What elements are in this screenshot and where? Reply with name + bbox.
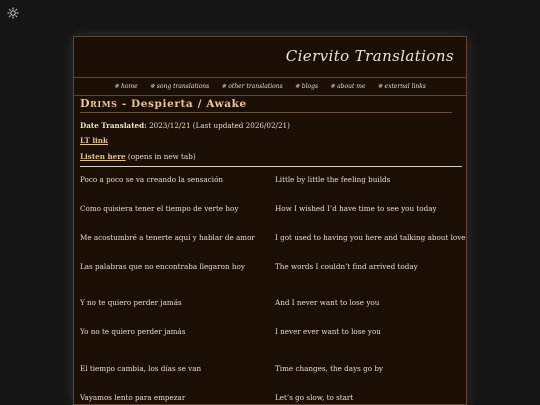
- nav-item-label: external links: [384, 83, 426, 90]
- listen-note: (opens in new tab): [127, 152, 196, 161]
- listen-line: [80, 152, 462, 161]
- nav-item-external-links[interactable]: [378, 83, 426, 90]
- listen-link[interactable]: Listen here: [80, 152, 126, 161]
- lt-link-line: [80, 136, 462, 145]
- lyric-original: Y no te quiero perder jamás: [80, 298, 182, 307]
- star-icon: ✵: [377, 83, 383, 90]
- sun-icon: [7, 7, 19, 19]
- lyric-row: [80, 298, 467, 308]
- nav-item-label: other translations: [228, 83, 283, 90]
- lyric-row: [80, 233, 467, 243]
- nav-item-about-me[interactable]: [330, 83, 365, 90]
- song-artist: Drims: [80, 97, 118, 110]
- lyric-original: Poco a poco se va creando la sensación: [80, 175, 224, 184]
- lyric-translation: And I never want to lose you: [275, 298, 380, 307]
- site-title[interactable]: Ciervito Translations: [285, 47, 454, 65]
- lyric-translation: Let’s go slow, to start: [275, 393, 354, 402]
- date-label: Date Translated:: [80, 121, 147, 130]
- lyric-original: Me acostumbré a tenerte aquí y hablar de amor: [80, 233, 255, 242]
- title-separator: -: [117, 98, 132, 110]
- divider: [80, 112, 452, 113]
- lyric-original: Yo no te quiero perder jamás: [80, 327, 186, 336]
- date-translated: [80, 121, 462, 130]
- lyric-row: [80, 204, 467, 214]
- song-title: Despierta / Awake: [131, 98, 247, 110]
- lyric-original: Como quisiera tener el tiempo de verte hoy: [80, 204, 239, 213]
- theme-toggle-button[interactable]: [7, 7, 19, 19]
- nav-item-home[interactable]: [114, 83, 138, 90]
- lyric-original: Las palabras que no encontraba llegaron hoy: [80, 262, 245, 271]
- date-value: 2023/12/21 (Last updated 2026/02/21): [149, 121, 290, 130]
- lyric-translation: I got used to having you here and talking about love: [275, 233, 466, 242]
- lyric-original: El tiempo cambia, los días se van: [80, 364, 202, 373]
- page-container: [73, 36, 467, 405]
- lyric-translation: The words I couldn’t find arrived today: [275, 262, 418, 271]
- star-icon: ✵: [149, 83, 155, 90]
- star-icon: ✵: [330, 83, 336, 90]
- nav-item-other-translations[interactable]: [221, 83, 282, 90]
- lyric-row: [80, 327, 467, 337]
- nav-item-label: song translations: [156, 83, 210, 90]
- lyric-original: Vayamos lento para empezar: [80, 393, 186, 402]
- page-title: [80, 97, 462, 111]
- lyric-translation: Time changes, the days go by: [275, 364, 383, 373]
- lyric-row: [80, 262, 467, 272]
- star-icon: ✵: [221, 83, 227, 90]
- star-icon: ✵: [294, 83, 300, 90]
- lyric-row: [80, 364, 467, 374]
- nav-item-blogs[interactable]: [295, 83, 318, 90]
- nav-item-label: home: [121, 83, 138, 90]
- nav-item-label: about me: [337, 83, 366, 90]
- nav-item-song-translations[interactable]: [150, 83, 210, 90]
- main-nav: [74, 77, 466, 96]
- lyric-row: [80, 175, 467, 185]
- lyric-translation: How I wished I’d have time to see you today: [275, 204, 437, 213]
- site-header: [74, 37, 466, 77]
- song-header: [80, 97, 462, 167]
- star-icon: ✵: [113, 83, 120, 90]
- lyric-translation: I never ever want to lose you: [275, 327, 381, 336]
- lyric-translation: Little by little the feeling builds: [275, 175, 391, 184]
- divider: [80, 166, 462, 167]
- lt-link[interactable]: LT link: [80, 136, 108, 145]
- nav-item-label: blogs: [301, 83, 319, 90]
- lyric-row: [80, 393, 467, 403]
